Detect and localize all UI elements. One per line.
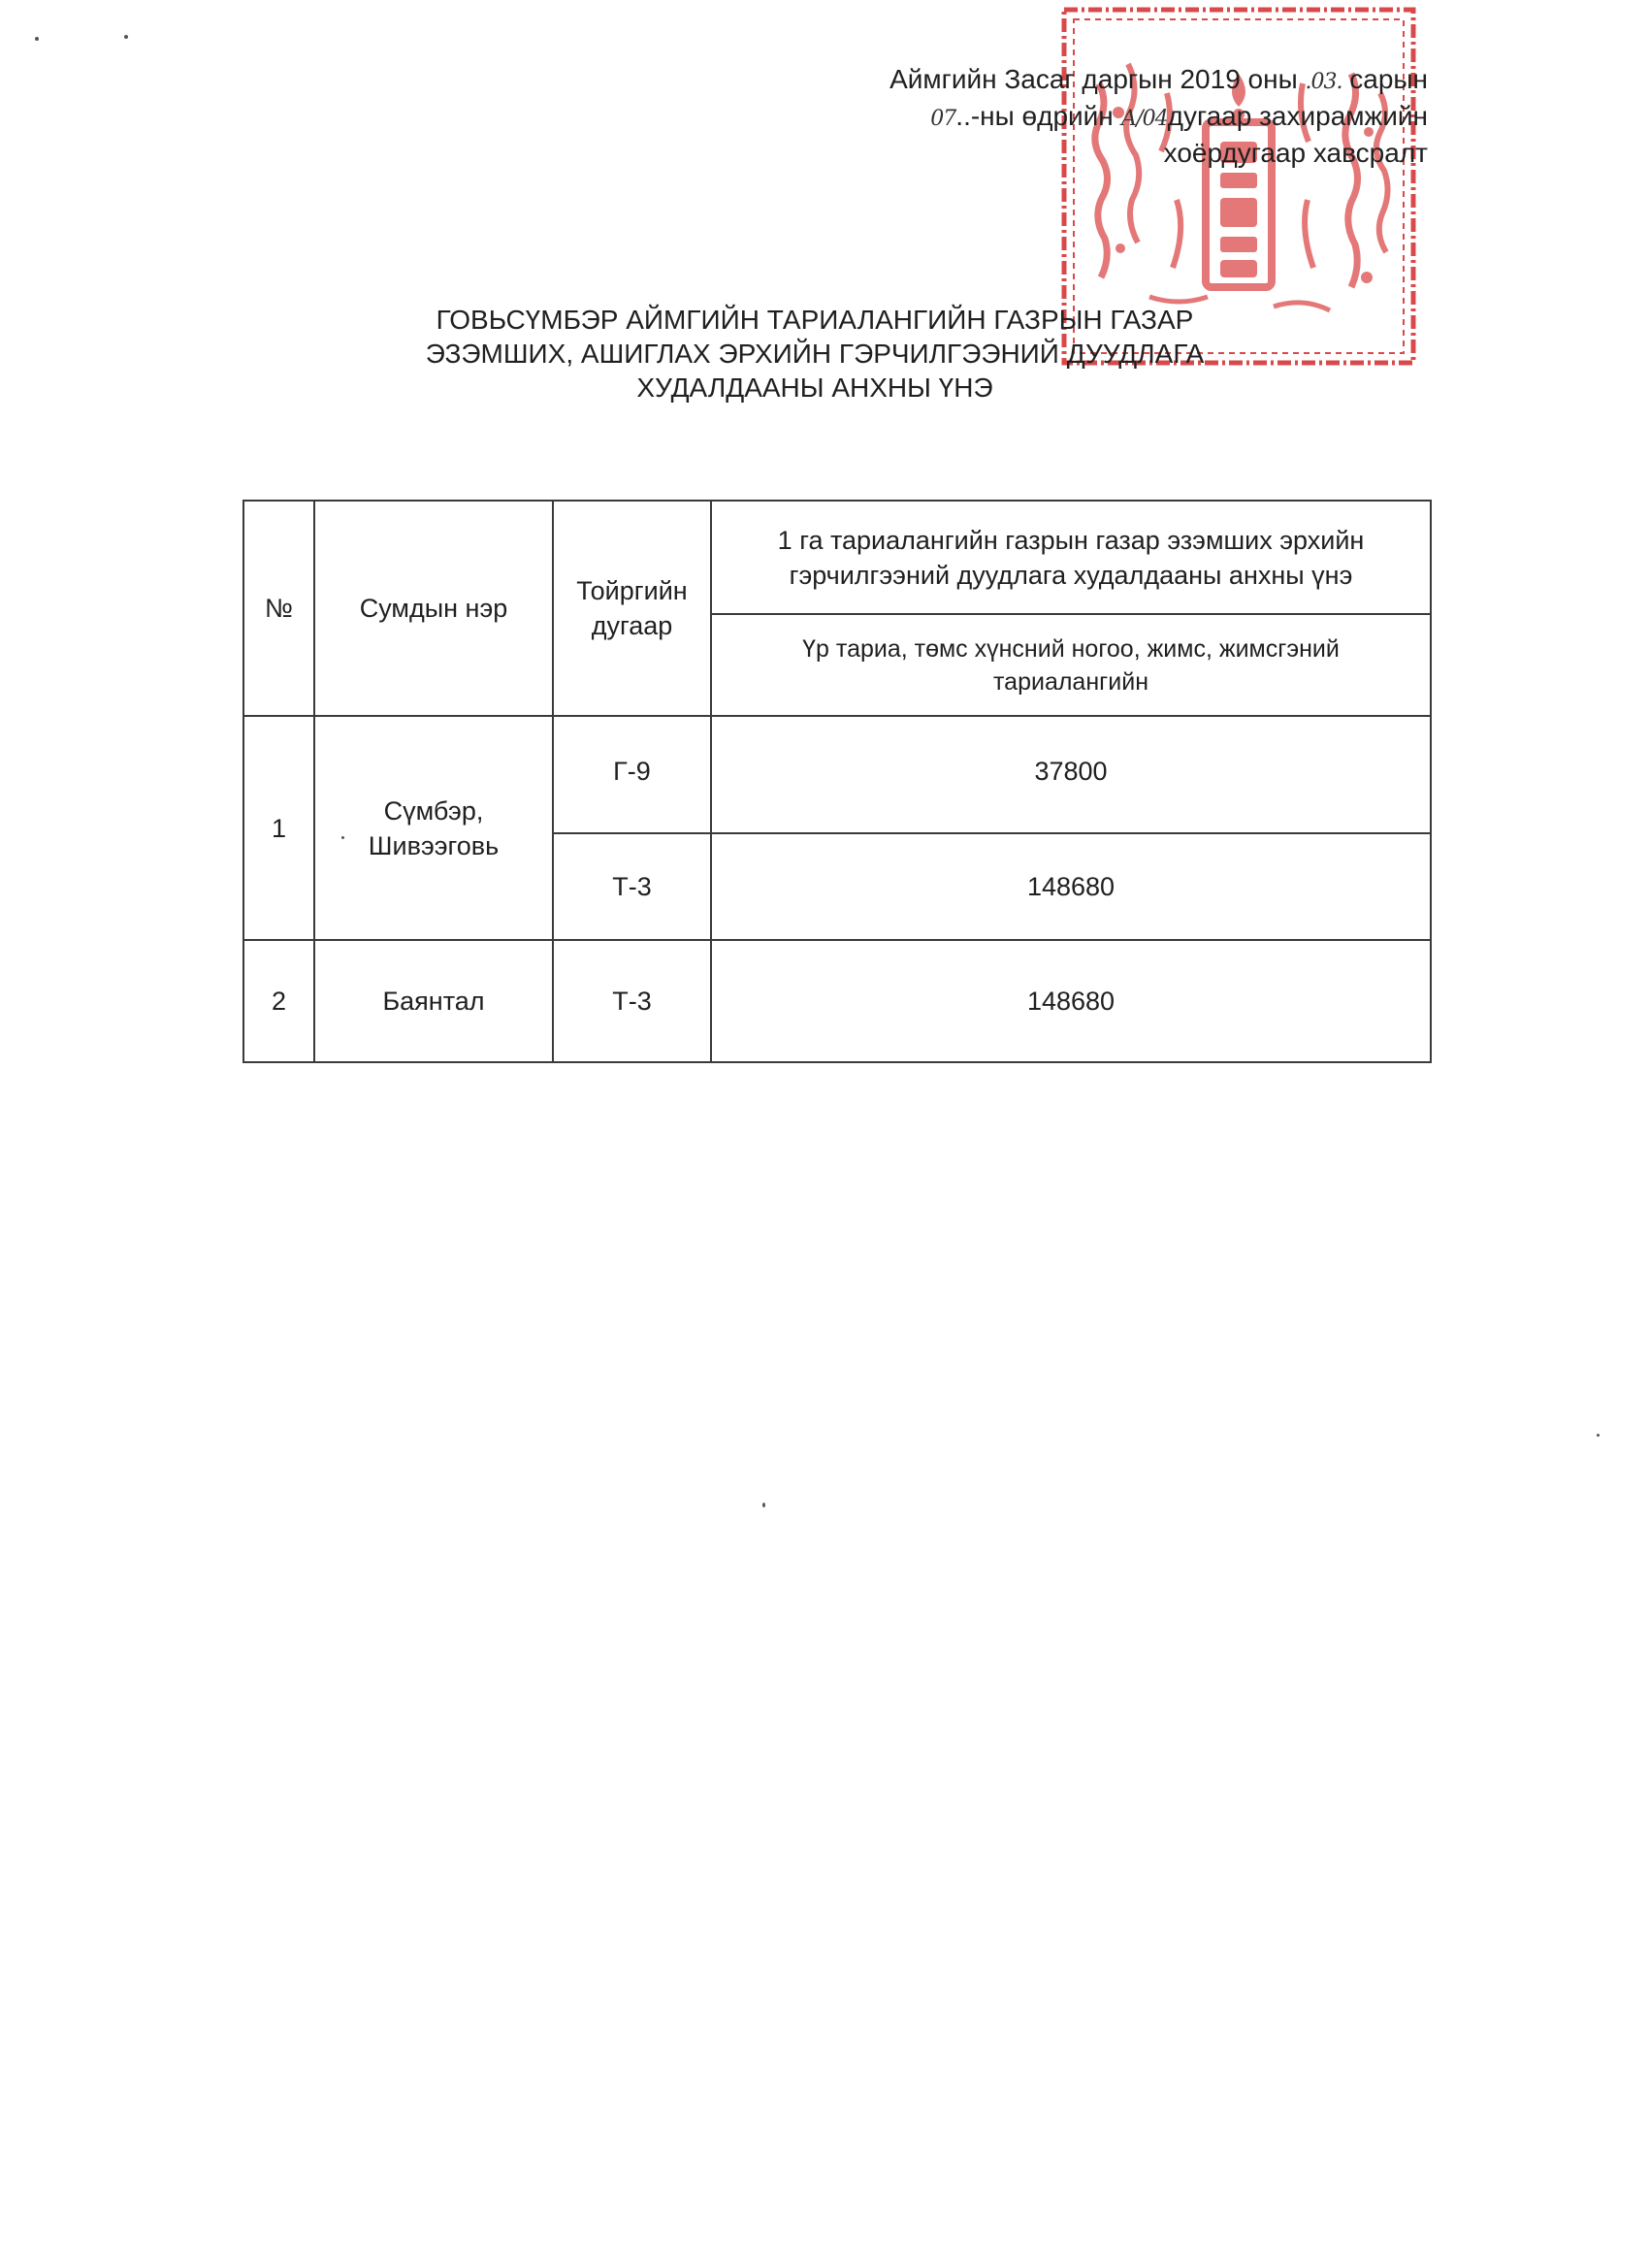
row-2-district: Т-3 [553, 940, 711, 1062]
row-1-price-a: 37800 [711, 716, 1431, 833]
row-1-district-b: Т-3 [553, 833, 711, 940]
row-2-no: 2 [243, 940, 314, 1062]
header-soum-name: Сумдын нэр [314, 501, 553, 716]
annex-line-3: хоёрдугаар хавсралт [1163, 138, 1428, 168]
row-1-district-a: Г-9 [553, 716, 711, 833]
annex-line-1-prefix: Аймгийн Засаг даргын 2019 оны [889, 64, 1298, 94]
annex-line-2-mid: ..-ны өдрийн [955, 101, 1114, 131]
row-1-soum-name [314, 716, 553, 940]
table-row [243, 940, 1431, 1062]
starting-price-table [242, 500, 1432, 1063]
scan-speck [1597, 1434, 1600, 1437]
scan-speck [35, 37, 39, 41]
row-1-no: 1 [243, 716, 314, 940]
annex-line-2-suffix: дугаар захирамжийн [1167, 101, 1428, 131]
header-price-main: 1 га тариалангийн газрын газар эзэмших эрхийн гэрчилгээний дуудлага худалдааны анхны үнэ [711, 501, 1431, 614]
row-2-price: 148680 [711, 940, 1431, 1062]
table-row [243, 716, 1431, 833]
document-title [369, 303, 1261, 405]
title-line-1: ГОВЬСҮМБЭР АЙМГИЙН ТАРИАЛАНГИЙН ГАЗРЫН ГАЗАР [436, 305, 1194, 335]
annex-line-1-suffix: сарын [1349, 64, 1428, 94]
annex-line-1 [749, 62, 1428, 99]
table-header-row [243, 501, 1431, 614]
title-line-2: ЭЗЭМШИХ, АШИГЛАХ ЭРХИЙН ГЭРЧИЛГЭЭНИЙ ДУУДЛАГА [425, 339, 1205, 369]
row-1-price-b: 148680 [711, 833, 1431, 940]
header-district-line-1: Тойргийн [576, 576, 688, 605]
handwritten-month: .03. [1305, 70, 1342, 94]
annex-reference [749, 62, 1428, 170]
row-1-name-line-1: Сүмбэр, [383, 795, 484, 826]
handwritten-order-number: А/04 [1120, 107, 1168, 131]
handwritten-day: 07 [930, 107, 956, 131]
title-line-3: ХУДАЛДААНЫ АНХНЫ ҮНЭ [636, 373, 993, 403]
row-2-soum-name: Баянтал [314, 940, 553, 1062]
scan-speck [124, 35, 128, 39]
header-district-line-2: дугаар [591, 611, 673, 640]
scan-speck [762, 1503, 765, 1507]
header-no: № [243, 501, 314, 716]
header-district-number [553, 501, 711, 716]
row-1-name-line-2: Шивээговь [368, 830, 500, 860]
header-price-sub: Үр тариа, төмс хүнсний ногоо, жимс, жимсгэний тариалангийн [711, 614, 1431, 716]
annex-line-2 [749, 99, 1428, 136]
